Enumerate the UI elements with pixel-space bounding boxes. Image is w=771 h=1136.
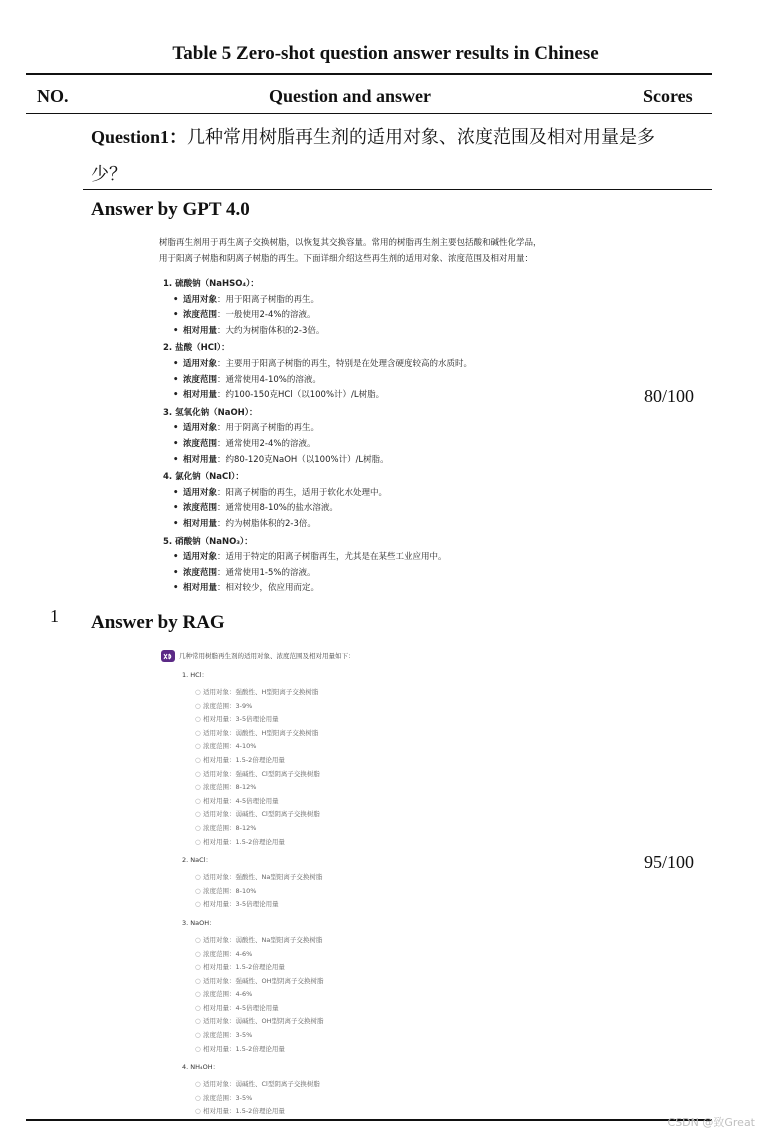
gpt-bullet [159,388,579,404]
gpt-bullet-key: 浓度范围 [183,438,218,449]
rag-sub-item-text: 相对用量：4-5倍理论用量 [203,796,279,805]
rag-answer-screenshot [161,648,521,1119]
rag-sub-item-text: 浓度范围：3-5% [203,1093,253,1102]
hollow-bullet-icon: ○ [195,1003,201,1012]
rag-sub-item-text: 适用对象：强碱性、OH型阴离子交换树脂 [203,976,324,985]
rag-sub-item-text: 浓度范围：3-9% [203,701,253,710]
rag-sub-item-text: 相对用量：1.5-2倍理论用量 [203,755,285,764]
gpt-bullet-key: 相对用量 [183,390,218,401]
gpt-bullet-key: 相对用量 [183,518,218,529]
rag-group-title: 1. HCl： [182,671,208,679]
gpt-bullet-key: 适用对象 [183,294,218,305]
rag-sub-item [161,1043,521,1057]
question-1 [91,119,706,193]
gpt-item-title: 3. 氢氧化钠（NaOH）： [163,407,258,418]
gpt-bullet-text: ：主要用于阳离子树脂的再生，特别是在处理含硬度较高的水质时。 [217,358,473,369]
hollow-bullet-icon: ○ [195,949,201,958]
gpt-bullet-text: ：适用于特定的阳离子树脂再生，尤其是在某些工业应用中。 [217,552,447,563]
gpt-bullet-text: ：一般使用2-4%的溶液。 [217,310,316,321]
rag-sub-item [161,808,521,822]
hollow-bullet-icon: ○ [195,1080,201,1089]
rag-sub-item [161,1015,521,1029]
rag-sub-item [161,768,521,782]
rag-sub-item-text: 适用对象：弱酸性、H型阳离子交换树脂 [203,728,319,737]
hollow-bullet-icon: ○ [195,935,201,944]
rag-sub-item [161,934,521,948]
gpt-bullet [159,324,579,340]
watermark: CSDN @致Great [667,1116,755,1129]
rag-sub-item [161,1105,521,1119]
hollow-bullet-icon: ○ [195,976,201,985]
gpt-item [159,277,579,339]
rag-sub-item-text: 适用对象：强碱性、Cl型阴离子交换树脂 [203,769,320,778]
gpt-item-title: 1. 硫酸钠（NaHSO₄）： [163,279,259,289]
gpt-item-title: 5. 硝酸钠（NaNO₃）： [163,536,253,547]
rag-sub-item-text: 适用对象：弱碱性、OH型阴离子交换树脂 [203,1017,324,1026]
gpt-bullet [159,550,579,566]
hollow-bullet-icon: ○ [195,837,201,846]
gpt-item-list [159,277,579,597]
rag-sub-item-text: 浓度范围：8-10% [203,886,257,895]
question-rule [83,189,712,190]
gpt-answer-heading: Answer by GPT 4.0 [91,199,250,220]
gpt-bullet-key: 相对用量 [183,583,218,594]
gpt-bullet-text: ：通常使用4-10%的溶液。 [217,374,321,385]
gpt-bullet [159,357,579,373]
rag-sub-item-text: 相对用量：4-5倍理论用量 [203,1003,279,1012]
question-text-line2: 少？ [91,164,127,184]
gpt-item [159,406,579,468]
rag-sub-item [161,1029,521,1043]
rag-sub-item [161,754,521,768]
gpt-bullet-key: 浓度范围 [183,374,218,385]
rag-sub-item-text: 浓度范围：8-12% [203,783,257,792]
gpt-item-title: 2. 盐酸（HCl）： [163,343,230,354]
rag-sub-item [161,1078,521,1092]
hollow-bullet-icon: ○ [195,1031,201,1040]
rag-sub-item [161,885,521,899]
table-title: Table 5 Zero-shot question answer results in Chinese [172,43,599,64]
gpt-bullet-key: 相对用量 [183,454,218,465]
hollow-bullet-icon: ○ [195,963,201,972]
gpt-bullet [159,293,579,309]
rag-sub-item [161,948,521,962]
rag-sub-item-text: 相对用量：1.5-2倍理论用量 [203,1044,285,1053]
gpt-bullet-text: ：相对较少，依应用而定。 [217,583,320,594]
gpt-bullet-key: 适用对象 [183,358,218,369]
header-no: NO. [37,86,69,106]
rag-group-title: 4. NH₄OH： [182,1063,220,1072]
table-top-rule [26,73,712,75]
gpt-item [159,341,579,403]
gpt-bullet-text: ：用于阴离子树脂的再生。 [217,423,320,434]
gpt-item [159,535,579,597]
gpt-bullet [159,437,579,453]
hollow-bullet-icon: ○ [195,810,201,819]
rag-sub-item [161,700,521,714]
hollow-bullet-icon: ○ [195,701,201,710]
rag-sub-item-text: 相对用量：3-5倍理论用量 [203,715,279,724]
hollow-bullet-icon: ○ [195,796,201,805]
hollow-bullet-icon: ○ [195,1093,201,1102]
gpt-item-title: 4. 氯化钠（NaCl）： [163,472,244,483]
gpt-bullet-text: ：通常使用1-5%的溶液。 [217,567,316,578]
hollow-bullet-icon: ○ [195,823,201,832]
rag-sub-item [161,975,521,989]
rag-group-title: 2. NaCl： [182,856,212,865]
question-text-line1: 几种常用树脂再生剂的适用对象、浓度范围及相对用量是多 [187,127,656,147]
rag-sub-item [161,822,521,836]
gpt-bullet [159,501,579,517]
rag-sub-item [161,686,521,700]
rag-sub-item-text: 相对用量：1.5-2倍理论用量 [203,1107,285,1116]
header-bottom-rule [26,113,712,114]
hollow-bullet-icon: ○ [195,873,201,882]
gpt-bullet-key: 浓度范围 [183,503,218,514]
rag-group-title: 3. NaOH： [182,918,216,927]
rag-sub-item-text: 相对用量：1.5-2倍理论用量 [203,963,285,972]
hollow-bullet-icon: ○ [195,715,201,724]
question-label: Question1： [91,127,188,147]
gpt-score: 80/100 [644,386,695,406]
rag-sub-item [161,740,521,754]
rag-sub-item [161,727,521,741]
app-logo-icon [161,650,175,662]
rag-sub-item [161,1002,521,1016]
gpt-bullet-text: ：约为树脂体积的2-3倍。 [217,518,316,529]
hollow-bullet-icon: ○ [195,688,201,696]
hollow-bullet-icon: ○ [195,755,201,764]
gpt-bullet-text: ：用于阳离子树脂的再生。 [217,294,320,305]
rag-sub-item [161,781,521,795]
rag-sub-item [161,961,521,975]
rag-sub-item-text: 浓度范围：3-5% [203,1031,253,1040]
rag-sub-item-text: 浓度范围：8-12% [203,823,257,832]
rag-sub-item-text: 适用对象：弱碱性、Cl型阴离子交换树脂 [203,1080,320,1089]
gpt-bullet-key: 适用对象 [183,552,218,563]
gpt-intro-line: 树脂再生剂用于再生离子交换树脂，以恢复其交换容量。常用的树脂再生剂主要包括酸和碱性化学品， [159,238,542,248]
gpt-bullet-text: ：约80-120克NaOH（以100%计）/L树脂。 [217,454,389,465]
hollow-bullet-icon: ○ [195,1017,201,1026]
gpt-intro [159,235,579,267]
rag-sub-item-text: 适用对象：弱碱性、Cl型阴离子交换树脂 [203,810,320,819]
rag-sub-item-text: 浓度范围：4-6% [203,949,253,958]
gpt-intro-line: 用于阳离子树脂和阴离子树脂的再生。下面详细介绍这些再生剂的适用对象、浓度范围及相对用量： [159,254,534,264]
gpt-bullet-key: 适用对象 [183,487,218,498]
gpt-answer-screenshot [159,235,579,597]
rag-sub-item [161,898,521,912]
gpt-bullet [159,373,579,389]
gpt-bullet-text: ：通常使用2-4%的溶液。 [217,438,316,449]
gpt-item [159,470,579,532]
header-question-answer: Question and answer [269,86,432,106]
gpt-bullet [159,517,579,533]
rag-intro [161,648,521,664]
gpt-bullet [159,566,579,582]
rag-sub-item [161,1092,521,1106]
gpt-bullet-key: 浓度范围 [183,567,218,578]
gpt-bullet [159,453,579,469]
row-number: 1 [50,606,59,626]
table-bottom-rule [26,1119,712,1121]
rag-sub-item [161,713,521,727]
rag-sub-item-text: 适用对象：强酸性、Na型阳离子交换树脂 [203,873,323,882]
rag-sub-item [161,795,521,809]
gpt-bullet [159,486,579,502]
rag-answer-heading: Answer by RAG [91,612,225,633]
hollow-bullet-icon: ○ [195,769,201,778]
rag-sub-item-text: 适用对象：强酸性、H型阳离子交换树脂 [203,688,319,696]
rag-sub-item [161,988,521,1002]
gpt-bullet [159,308,579,324]
rag-group-list [161,664,521,1119]
hollow-bullet-icon: ○ [195,783,201,792]
rag-sub-item-text: 浓度范围：4-10% [203,742,257,751]
hollow-bullet-icon: ○ [195,990,201,999]
gpt-bullet-text: ：大约为树脂体积的2-3倍。 [217,325,325,336]
gpt-bullet-key: 相对用量 [183,325,218,336]
rag-sub-item [161,836,521,850]
header-scores: Scores [643,86,693,106]
rag-sub-item [161,871,521,885]
gpt-bullet-text: ：阳离子树脂的再生，适用于软化水处理中。 [217,487,388,498]
hollow-bullet-icon: ○ [195,1044,201,1053]
gpt-bullet [159,581,579,597]
rag-sub-item-text: 浓度范围：4-6% [203,990,253,999]
hollow-bullet-icon: ○ [195,1107,201,1116]
gpt-bullet [159,421,579,437]
hollow-bullet-icon: ○ [195,886,201,895]
rag-score: 95/100 [644,852,695,872]
rag-sub-item-text: 适用对象：弱酸性、Na型阳离子交换树脂 [203,935,323,944]
rag-intro-text: 几种常用树脂再生剂的适用对象、浓度范围及相对用量如下： [179,652,355,660]
gpt-bullet-text: ：约100-150克HCl（以100%计）/L树脂。 [217,390,385,401]
gpt-bullet-text: ：通常使用8-10%的盐水溶液。 [217,503,338,514]
hollow-bullet-icon: ○ [195,742,201,751]
hollow-bullet-icon: ○ [195,728,201,737]
rag-sub-item-text: 相对用量：3-5倍理论用量 [203,900,279,909]
gpt-bullet-key: 浓度范围 [183,310,218,321]
rag-sub-item-text: 相对用量：1.5-2倍理论用量 [203,837,285,846]
gpt-bullet-key: 适用对象 [183,423,218,434]
hollow-bullet-icon: ○ [195,900,201,909]
